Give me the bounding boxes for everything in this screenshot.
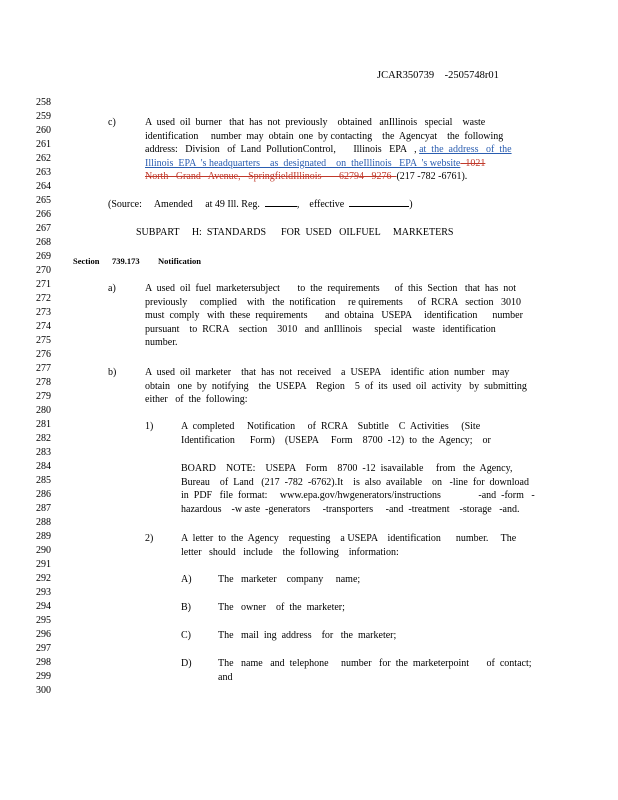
para-b1-line-1: A completed Notification of RCRA Subtitle C Activities (Site <box>181 421 481 432</box>
para-b-line-1: A used oil marketer that has not received a USEPA identific ation number may <box>145 367 510 378</box>
para-c-line-1: A used oil burner that has not previously obtained anIllinois special waste <box>145 117 486 128</box>
line-number: 286 <box>36 489 51 500</box>
board-note-line-3: in PDF file format: www.epa.gov/hwgenerators/instructions -and -form - <box>181 490 535 502</box>
phone-text: (217 -782 -6761). <box>396 171 468 183</box>
line-number: 259 <box>36 111 51 122</box>
item-D-text-line-1: The name and telephone number for the marketerpoint of contact; <box>218 658 532 669</box>
board-note-line-1: BOARD NOTE: USEPA Form 8700 -12 isavailable from the Agency, <box>181 463 513 474</box>
item-label-c: c) <box>108 117 116 128</box>
line-number: 277 <box>36 363 51 374</box>
section-number: 739.173 <box>112 256 140 266</box>
item-label-D: D) <box>181 658 192 669</box>
item-label-b: b) <box>108 367 117 378</box>
para-b2-line-2: letter should include the following information: <box>181 546 399 558</box>
line-number: 274 <box>36 321 51 332</box>
line-number: 262 <box>36 153 51 164</box>
source-note <box>108 198 413 212</box>
board-note-line-4: hazardous -w aste -generators -transporters -and -treatment -storage -and. <box>181 503 520 515</box>
subpart-heading: SUBPART H: STANDARDS FOR USED OILFUEL MARKETERS <box>136 227 454 238</box>
line-number: 281 <box>36 419 51 430</box>
para-c-line-2: identification number may obtain one by contacting the Agencyat the following <box>145 130 504 142</box>
item-label-C: C) <box>181 630 191 641</box>
para-b2-line-1: A letter to the Agency requesting a USEPA identification number. The <box>181 533 517 544</box>
source-close: ) <box>409 199 413 210</box>
line-number: 294 <box>36 601 51 612</box>
line-number: 279 <box>36 391 51 402</box>
item-B-text: The owner of the marketer; <box>218 602 345 613</box>
item-label-A: A) <box>181 574 192 585</box>
item-label-a: a) <box>108 283 116 294</box>
line-number: 285 <box>36 475 51 486</box>
deleted-text: North Grand Avenue, SpringfieldIllinois 62794 9276 <box>145 171 397 183</box>
line-number: 282 <box>36 433 51 444</box>
line-number: 280 <box>36 405 51 416</box>
para-b1-line-2: Identification Form) (USEPA Form 8700 -12) to the Agency; or <box>181 434 491 446</box>
line-number: 284 <box>36 461 51 472</box>
line-number: 295 <box>36 615 51 626</box>
line-number: 290 <box>36 545 51 556</box>
line-number: 260 <box>36 125 51 136</box>
line-number: 271 <box>36 279 51 290</box>
source-effective: , effective <box>296 199 350 210</box>
line-number: 296 <box>36 629 51 640</box>
line-number: 270 <box>36 265 51 276</box>
para-c-line-5 <box>145 170 467 184</box>
item-label-b1: 1) <box>145 421 154 432</box>
line-number: 267 <box>36 223 51 234</box>
line-number: 266 <box>36 209 51 220</box>
para-c-line-4 <box>145 157 485 171</box>
line-number: 278 <box>36 377 51 388</box>
line-number: 263 <box>36 167 51 178</box>
line-number: 276 <box>36 349 51 360</box>
line-number: 264 <box>36 181 51 192</box>
line-number: 291 <box>36 559 51 570</box>
line-number: 297 <box>36 643 51 654</box>
para-a-line-3: must comply with these requirements and obtaina USEPA identification number <box>145 310 523 322</box>
effective-blank <box>349 206 409 207</box>
para-c-line-3-text: address: Division of Land PollutionControl, Illinois EPA , <box>145 144 420 156</box>
item-C-text: The mail ing address for the marketer; <box>218 630 397 641</box>
item-label-b2: 2) <box>145 533 154 544</box>
line-number: 299 <box>36 671 51 682</box>
para-a-line-5: number. <box>145 337 178 349</box>
section-title: Notification <box>158 256 201 266</box>
item-A-text: The marketer company name; <box>218 574 361 585</box>
line-number: 269 <box>36 251 51 262</box>
line-number: 273 <box>36 307 51 318</box>
section-word: Section <box>73 256 100 266</box>
line-number: 292 <box>36 573 51 584</box>
item-D-text-line-2: and <box>218 671 233 683</box>
line-number: 265 <box>36 195 51 206</box>
inserted-text: Illinois EPA 's headquarters as designated on theIllinois EPA 's website <box>145 157 461 169</box>
para-b-line-3: either of the following: <box>145 394 248 406</box>
line-number: 283 <box>36 447 51 458</box>
line-number: 298 <box>36 657 51 668</box>
para-a-line-1: A used oil fuel marketersubject to the requirements of this Section that has not <box>145 283 517 294</box>
line-number: 258 <box>36 97 51 108</box>
line-number: 268 <box>36 237 51 248</box>
inserted-text: at the address of the <box>419 144 512 156</box>
source-prefix: (Source: Amended at 49 Ill. Reg. <box>108 199 265 210</box>
line-number: 288 <box>36 517 51 528</box>
reg-blank <box>265 206 297 207</box>
line-number: 261 <box>36 139 51 150</box>
para-a-line-4: pursuant to RCRA section 3010 and anIllinois special waste identification <box>145 323 496 335</box>
line-number: 287 <box>36 503 51 514</box>
line-number: 293 <box>36 587 51 598</box>
board-note-line-2: Bureau of Land (217 -782 -6762).It is also available on -line for download <box>181 476 529 488</box>
item-label-B: B) <box>181 602 191 613</box>
para-a-line-2: previously complied with the notification re quirements of RCRA section 3010 <box>145 296 522 308</box>
line-number: 272 <box>36 293 51 304</box>
line-number: 289 <box>36 531 51 542</box>
document-header-id: JCAR350739 -2505748r01 <box>377 70 499 81</box>
para-b-line-2: obtain one by notifying the USEPA Region 5 of its used oil activity by submitting <box>145 380 527 392</box>
para-c-line-3 <box>145 143 512 157</box>
deleted-text: 1021 <box>460 157 486 169</box>
line-number: 300 <box>36 685 51 696</box>
line-number: 275 <box>36 335 51 346</box>
